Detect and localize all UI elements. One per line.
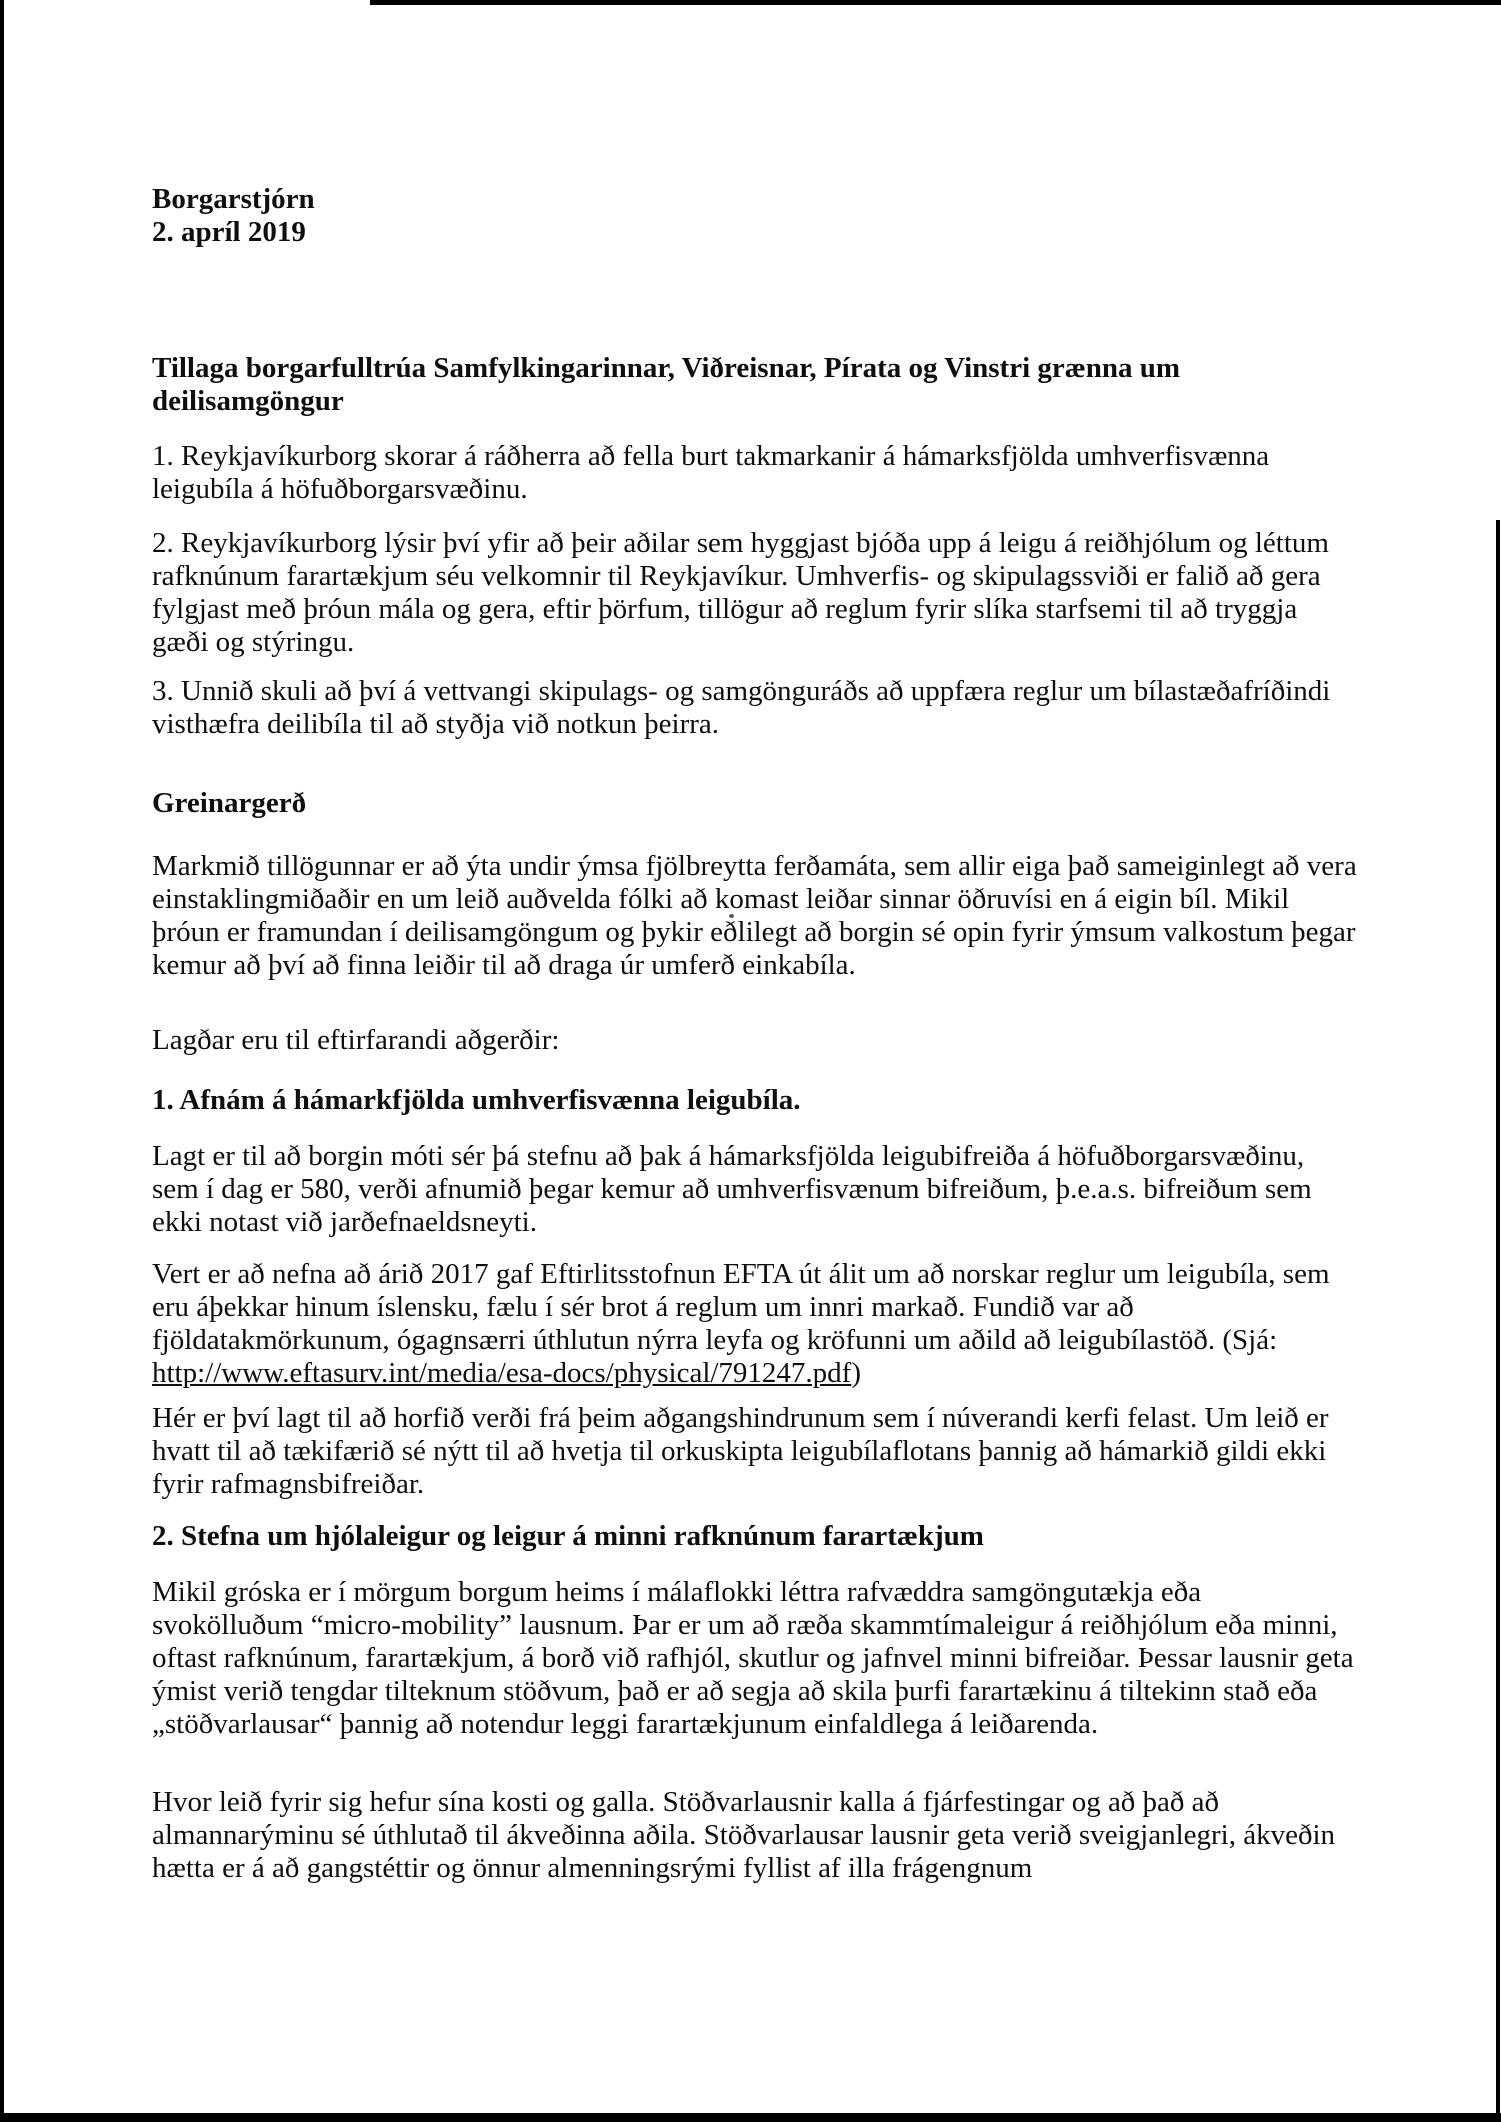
section-2-heading: 2. Stefna um hjólaleigur og leigur á minni rafknúnum farartækjum bbox=[152, 1520, 984, 1552]
efta-opinion-text: Vert er að nefna að árið 2017 gaf Eftirlitsstofnun EFTA út álit um að norskar reglur um leigubíla, sem eru áþekkar hinum íslensku, fælu í sér brot á reglum um innri markað. Fundið var að fjöldatakmörkunum, ógagnsærri úthlutun nýrra leyfa og kröfunni um aðild að leigubílastöð. (Sjá: bbox=[152, 1258, 1330, 1356]
proposal-item-2: 2. Reykjavíkurborg lýsir því yfir að þeir aðilar sem hyggjast bjóða upp á leigu á reiðhjólum og léttum rafknúnum farartækjum séu velkomnir til Reykjavíkur. Umhverfis- og skipulagssviði er falið að gera fylgjast með þróun mála og gera, eftir þörfum, tillögur að reglum fyrir slíka starfsemi til að tryggja gæði og stýringu. bbox=[152, 527, 1329, 658]
efta-opinion-closing-paren: ) bbox=[851, 1357, 862, 1389]
section-2-paragraph-2: Hvor leið fyrir sig hefur sína kosti og galla. Stöðvarlausnir kalla á fjárfestingar og að það að almannarýminu sé úthlutað til ákveðinna aðila. Stöðvarlausar lausnir geta verið sveigjanlegri, ákveðin hætta er á að gangstéttir og önnur almenningsrými fyllist af illa frágengnum bbox=[152, 1786, 1336, 1884]
proposal-item-1: 1. Reykjavíkurborg skorar á ráðherra að fella burt takmarkanir á hámarksfjölda umhverfisvænna leigubíla á höfuðborgarsvæðinu. bbox=[152, 440, 1270, 505]
document-header bbox=[152, 183, 1358, 249]
section-1-paragraph-1: Lagt er til að borgin móti sér þá stefnu að þak á hámarksfjölda leigubifreiða á höfuðborgarsvæðinu, sem í dag er 580, verði afnumið þegar kemur að umhverfisvænum bifreiðum, þ.e.a.s. bifreiðum sem ekki notast við jarðefnaeldsneyti. bbox=[152, 1140, 1312, 1238]
actions-lead-line: Lagðar eru til eftirfarandi aðgerðir: bbox=[152, 1024, 560, 1056]
rationale-intro-paragraph: Markmið tillögunnar er að ýta undir ýmsa fjölbreytta ferðamáta, sem allir eiga það sameiginlegt að vera einstaklingmiðaðir en um leið auðvelda fólki að komast leiðar sinnar öðruvísi en á eigin bíl. Mikil þróun er framundan í deilisamgöngum og þykir eðlilegt að borgin sé opin fyrir ýmsum valkostum þegar kemur að því að finna leiðir til að draga úr umferð einkabíla. bbox=[152, 850, 1357, 981]
section-1-paragraph-3: Hér er því lagt til að horfið verði frá þeim aðgangshindrunum sem í núverandi kerfi felast. Um leið er hvatt til að tækifærið sé nýtt til að hvetja til orkuskipta leigubílaflotans þannig að hámarkið gildi ekki fyrir rafmagnsbifreiðar. bbox=[152, 1402, 1329, 1500]
scan-artifact-bottom-edge bbox=[0, 2113, 1501, 2122]
document-date: 2. apríl 2019 bbox=[152, 216, 306, 248]
efta-report-link[interactable]: http://www.eftasurv.int/media/esa-docs/physical/791247.pdf bbox=[152, 1357, 852, 1389]
scan-artifact-top-edge bbox=[370, 0, 1501, 5]
rationale-heading: Greinargerð bbox=[152, 787, 307, 819]
scan-artifact-left-edge bbox=[0, 0, 4, 2122]
proposal-title: Tillaga borgarfulltrúa Samfylkingarinnar, Viðreisnar, Pírata og Vinstri grænna um deilisamgöngur bbox=[152, 352, 1180, 417]
scan-artifact-right-edge bbox=[1496, 520, 1500, 2122]
section-2-paragraph-1: Mikil gróska er í mörgum borgum heims í málaflokki léttra rafvæddra samgöngutækja eða svokölluðum “micro-mobility” lausnum. Þar er um að ræða skammtímaleigur á reiðhjólum eða minni, oftast rafknúnum, farartækjum, á borð við rafhjól, skutlur og jafnvel minni bifreiðar. Þessar lausnir geta ýmist verið tengdar tilteknum stöðvum, það er að segja að skila þurfi farartækinu á tiltekinn stað eða „stöðvarlausar“ þannig að notendur leggi farartækjunum einfaldlega á leiðarenda. bbox=[152, 1576, 1354, 1740]
council-name: Borgarstjórn bbox=[152, 183, 315, 215]
section-1-heading: 1. Afnám á hámarkfjölda umhverfisvænna leigubíla. bbox=[152, 1084, 801, 1116]
section-1-paragraph-2 bbox=[152, 1258, 1358, 1390]
proposal-item-3: 3. Unnið skuli að því á vettvangi skipulags- og samgönguráðs að uppfæra reglur um bílastæðafríðindi visthæfra deilibíla til að styðja við notkun þeirra. bbox=[152, 675, 1331, 740]
